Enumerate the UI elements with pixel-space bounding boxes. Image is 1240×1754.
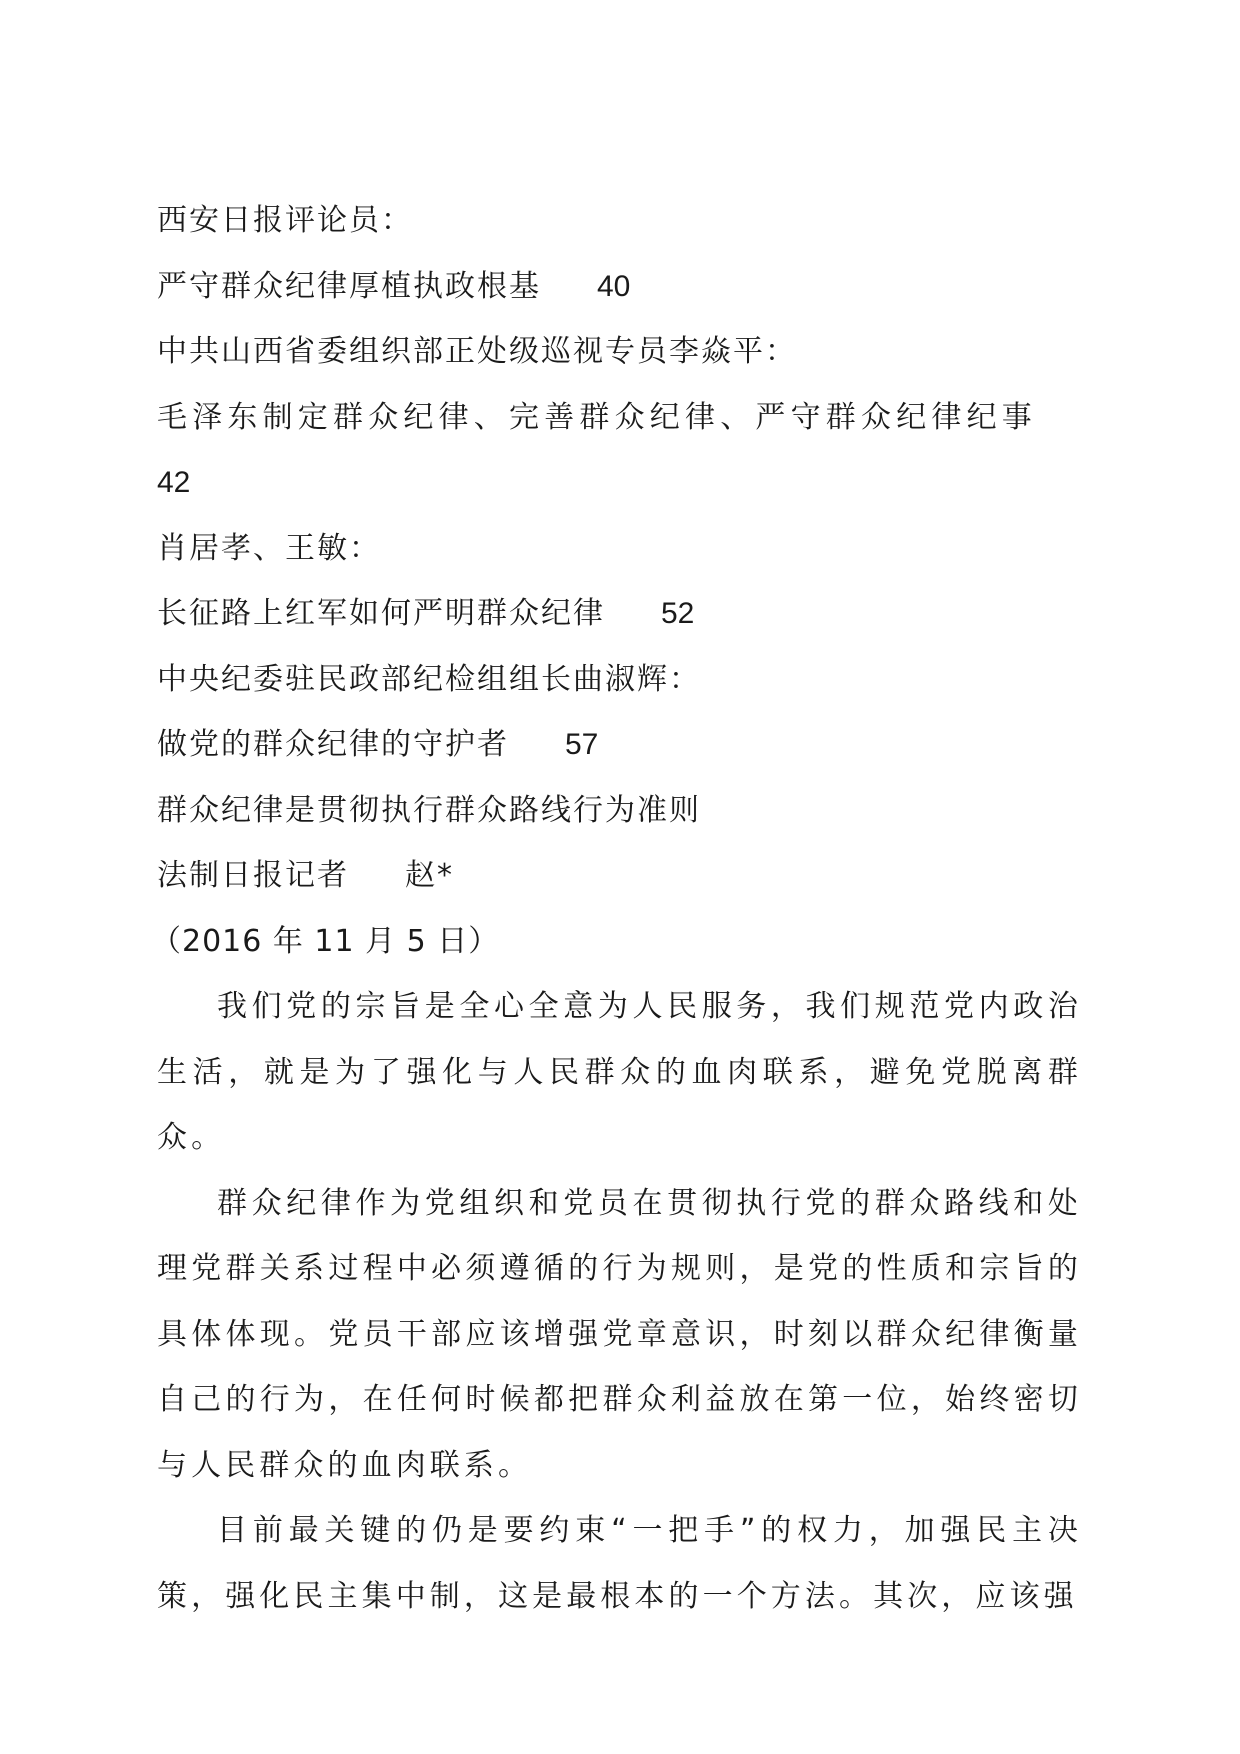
toc-title-text: 长征路上红军如何严明群众纪律 [157,596,605,631]
toc-page-number: 57 [565,728,599,761]
toc-page-number: 40 [597,269,631,303]
document-content [151,188,1082,1629]
toc-item-author [157,319,1082,385]
toc-title-text: 严守群众纪律厚植执政根基 [157,268,541,304]
toc-title-text: 做党的群众纪律的守护者 [157,727,509,762]
toc-item-title [157,254,1082,320]
toc-author-text: 肖居孝、王敏： [157,530,381,566]
body-paragraph: 群众纪律作为党组织和党员在贯彻执行党的群众路线和处理党群关系过程中必须遵循的行为规则，是党的性质和宗旨的具体体现。党员干部应该增强党章意识，时刻以群众纪律衡量自己的行为，在任何时候都把群众利益放在第一位，始终密切与人民群众的血肉联系。 [157,1185,1082,1483]
toc-item-author [157,516,1082,582]
article-date-text: （2016 年 11 月 5 日） [151,923,500,959]
byline-source: 法制日报记者 [157,858,349,893]
toc-page-number: 42 [157,466,191,499]
toc-author-text: 中央纪委驻民政部纪检组组长曲淑辉： [157,661,701,697]
article-byline [157,843,1082,909]
byline-name: 赵* [405,858,454,893]
toc-item-author [157,647,1082,713]
toc-item-title [157,385,1082,451]
toc-author-text: 中共山西省委组织部正处级巡视专员李焱平： [157,334,797,369]
body-paragraph: 目前最关键的仍是要约束“一把手”的权力，加强民主决策，强化民主集中制，这是最根本的一个方法。其次，应该强 [157,1513,1082,1614]
toc-page-number: 52 [661,597,695,630]
article-title-text: 群众纪律是贯彻执行群众路线行为准则 [157,792,701,828]
toc-title-text: 毛泽东制定群众纪律、完善群众纪律、严守群众纪律纪事 [157,399,1037,435]
toc-item-page-line [157,450,1082,516]
toc-item-title [157,712,1082,778]
toc-item-title [157,581,1082,647]
toc-author-text: 西安日报评论员： [157,203,413,238]
toc-item-author [157,188,1082,254]
article-date [151,909,1082,975]
article-title [157,778,1082,844]
body-paragraph: 我们党的宗旨是全心全意为人民服务，我们规范党内政治生活，就是为了强化与人民群众的血肉联系，避免党脱离群众。 [157,989,1082,1155]
